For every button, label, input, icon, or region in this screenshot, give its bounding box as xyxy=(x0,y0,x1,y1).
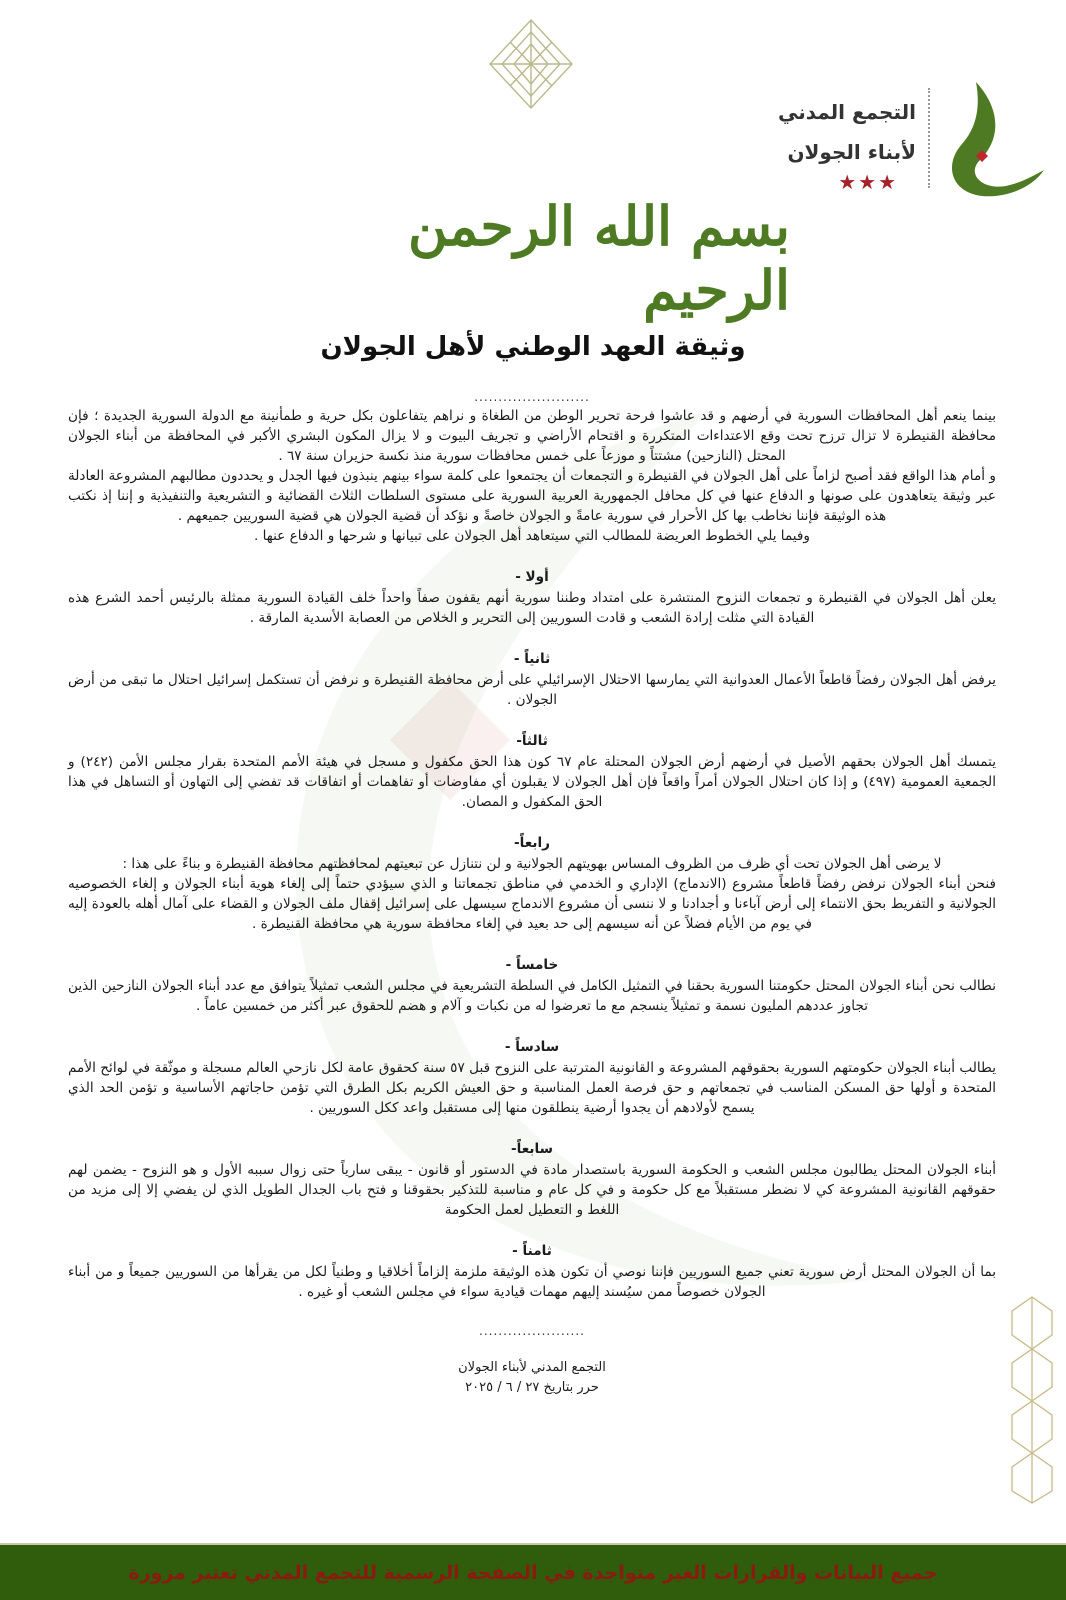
section-paragraph: لا يرضى أهل الجولان تحت أي ظرف من الظروف المساس بهويتهم الجولانية و لن نتنازل عن تبعيتهم لمحافظتهم محافظة القنيطرة و بناءً على هذا : xyxy=(122,856,942,872)
disclaimer-text: جميع البيانات والقرارات الغير متواجدة في الصفحة الرسمية للتجمع المدني تعتبر مزورة xyxy=(128,1561,938,1584)
logo-divider xyxy=(928,88,930,188)
section-first xyxy=(68,566,996,628)
section-paragraph: نطالب نحن أبناء الجولان المحتل حكومتنا السورية بحقنا في التمثيل الكامل في السلطة التشريعية في مجلس الشعب تمثيلاً يتوافق مع عدد أبناء الجولان النازحين الذين تجاوز عددهم المليون نسمة و تمثيلاً ينسجم مع ما تعرضوا له من نكبات و آلام و هضم للحقوق عبر أكثر من خمسين عاماً . xyxy=(68,978,996,1014)
section-paragraph: يرفض أهل الجولان رفضاً قاطعاً الأعمال العدوانية التي يمارسها الاحتلال الإسرائيلي على أرض محافظة القنيطرة و نرفض أن تستكمل إسرائيل احتلال ما تبقى من أرض الجولان . xyxy=(68,672,996,708)
section-heading: سادساً - xyxy=(504,1039,560,1055)
signature-block xyxy=(68,1358,996,1398)
separator-dots: ........................ xyxy=(474,390,590,404)
section-heading: ثانياً - xyxy=(513,651,551,667)
basmala-calligraphy xyxy=(270,195,790,320)
section-eighth xyxy=(68,1240,996,1302)
diamond-ornament-icon xyxy=(488,18,574,110)
section-heading: سابعاً- xyxy=(511,1141,553,1157)
section-sixth xyxy=(68,1036,996,1118)
disclaimer-banner xyxy=(0,1545,1066,1600)
section-heading: ثالثاً- xyxy=(516,733,548,749)
logo-title-line1: التجمع المدني xyxy=(777,100,916,124)
geometric-border-ornament-icon xyxy=(1004,1295,1060,1505)
section-paragraph: يعلن أهل الجولان في القنيطرة و تجمعات النزوح المنتشرة على امتداد وطننا سورية أنهم يقفون صفاً واحداً خلف القيادة السورية ممثلة بالرئيس أحمد الشرع هذه القيادة التي مثلت إرادة الشعب و قادت السوريين إلى التحرير و الخلاص من العصابة الأسدية المارقة . xyxy=(68,590,996,626)
section-paragraph: فنحن أبناء الجولان نرفض رفضاً قاطعاً مشروع (الاندماج) الإداري و الخدمي في مناطق تجمعاتنا و الذي سيؤدي حتماً إلى إلغاء هوية أبناء الجولان و إلغاء الخصوصيه الجولانية و التفريط بحق الانتماء إلى أرض آباءنا و أجدادنا و لا ننسى أن مشروع الاندماج سيسهل على إسرائيل إقفال ملف الجولان و القضاء على آمال أهله بالعودة إليه في يوم من الأيام فضلاً عن أنه سيسهم إلى حد بعيد في إلغاء محافظة سورية هي محافظة القنيطرة . xyxy=(68,876,996,932)
section-heading: رابعاً- xyxy=(513,835,550,851)
section-paragraph: يتمسك أهل الجولان بحقهم الأصيل في أرضهم أرض الجولان المحتلة عام ٦٧ كون هذا الحق مكفول و مسجل في هيئة الأمم المتحدة بقرار مجلس الأمن (٢٤٢) و الجمعية العمومية (٤٩٧) و إذا كان احتلال الجولان أمراً واقعاً فإن أهل الجولان لا يقبلون أي مفاوضات أو تفاهمات أو اتفاقات قد تفضي إلى التهاون أو التساهل في هذا الحق المكفول و المصان. xyxy=(68,754,996,810)
basmala-text: بسم الله الرحمن الرحيم xyxy=(408,193,790,322)
section-second xyxy=(68,648,996,710)
signature-date: حرر بتاريخ ٢٧ / ٦ / ٢٠٢٥ xyxy=(465,1380,599,1395)
section-seventh xyxy=(68,1138,996,1220)
section-fifth xyxy=(68,954,996,1016)
logo-title-line2: لأبناء الجولان xyxy=(787,140,916,164)
intro-paragraph: وفيما يلي الخطوط العريضة للمطالب التي سيتعاهد أهل الجولان على تبيانها و شرحها و الدفاع عنها . xyxy=(254,528,810,544)
section-paragraph: بما أن الجولان المحتل أرض سورية تعني جميع السوريين فإننا نوصي أن تكون هذه الوثيقة ملزمة إلزاماً أخلاقيا و وطنياً لكل من يقرأها من السوريين جميعاً و من أبناء الجولان خصوصاً ممن سيُسند إليهم مهمات قيادية سواء في مجلس الشعب أو غيره . xyxy=(68,1264,996,1300)
intro-section xyxy=(68,406,996,546)
section-heading: خامساً - xyxy=(505,957,559,973)
signature-org: التجمع المدني لأبناء الجولان xyxy=(458,1360,606,1375)
section-paragraph: يطالب أبناء الجولان حكومتهم السورية بحقوقهم المشروعة و القانونية المترتبة على النزوح قبل ٥٧ سنة كحقوق عامة لكل نازحي العالم مسجلة و موثّقة في لوائح الأمم المتحدة و أولها حق المسكن المناسب في تجمعاتهم و حق فرصة العمل المناسبة و حق العيش الكريم بكل الطرق التي تؤمن حاجاتهم الأساسية و تؤمن الحد الذي يسمح لأولادهم أن يجدوا أرضية ينطلقون منها إلى مستقبل واعد ككل السوريين . xyxy=(68,1060,996,1116)
organization-logo xyxy=(746,78,1046,198)
document-title: وثيقة العهد الوطني لأهل الجولان xyxy=(320,332,746,362)
section-fourth xyxy=(68,832,996,934)
logo-crescent-icon xyxy=(936,78,1046,198)
document-body xyxy=(68,388,996,1398)
section-heading: ثامناً - xyxy=(512,1243,552,1259)
section-heading: أولا - xyxy=(515,569,549,585)
intro-paragraph: و أمام هذا الواقع فقد أصبح لزاماً على أهل الجولان في القنيطرة و التجمعات أن يجتمعوا على كلمة سواء بينهم ينبذون فيها الجدل و يحددون مطالبهم المشروعة العادلة عبر وثيقة يتعاهدون على صونها و الدفاع عنها في كل محافل الجمهورية العربية السورية على مستوى السلطات الثلاث القضائية و التشريعية والتنفيذية و إننا إذ نكتب هذه الوثيقة فإننا نخاطب بها كل الأحرار في سورية عامةً و الجولان خاصةً و نؤكد أن قضية الجولان هي قضية السوريين جميعهم . xyxy=(68,468,996,524)
section-third xyxy=(68,730,996,812)
logo-stars-icon: ★★★ xyxy=(838,170,898,194)
section-paragraph: أبناء الجولان المحتل يطالبون مجلس الشعب و الحكومة السورية باستصدار مادة في الدستور أو قانون - يبقى سارياً حتى زوال سببه الأول و هو النزوح - يضمن لهم حقوقهم القانونية المشروعة كي لا نضطر مستقبلاً مع كل حكومة و في كل عام و مناسبة للتذكير بحقوقنا و فتح باب الجدال الطويل الذي لن يفضي إلا إلى مزيد من اللغط و التعطيل لعمل الحكومة xyxy=(68,1162,996,1218)
intro-paragraph: بينما ينعم أهل المحافظات السورية في أرضهم و قد عاشوا فرحة تحرير الوطن من الطغاة و نراهم يتفاعلون بكل حرية و طمأنينة مع الدولة السورية الجديدة ؛ فإن محافظة القنيطرة لا تزال ترزح تحت وقع الاعتداءات المتكررة و اقتحام الأراضي و تجريف البيوت و لا يزال المكون البشري الأكبر في المحافظة من أبناء الجولان المحتل (النازحين) مشتتاً و موزعاً على خمس محافظات سورية منذ نكسة حزيران سنة ٦٧ . xyxy=(68,408,996,464)
closing-separator-dots: ...................... xyxy=(479,1324,585,1338)
